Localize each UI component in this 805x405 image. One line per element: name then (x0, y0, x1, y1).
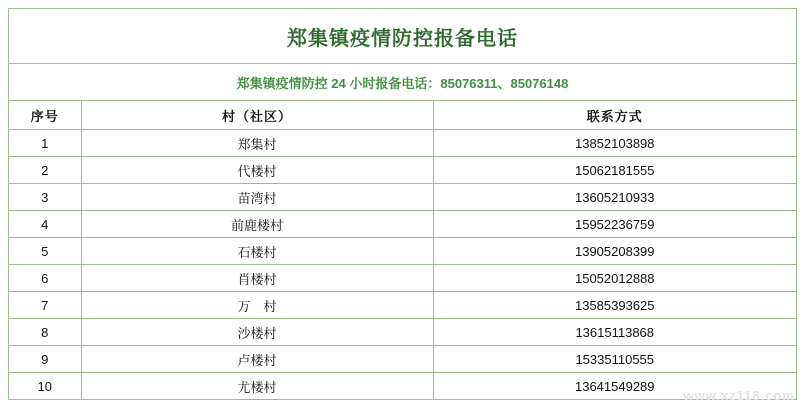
watermark: www.xz118.com (683, 388, 795, 403)
cell-index: 3 (9, 184, 81, 211)
cell-phone: 13605210933 (433, 184, 796, 211)
notice-table (8, 8, 797, 400)
cell-village: 代楼村 (81, 157, 433, 184)
hotline-subtitle: 郑集镇疫情防控 24 小时报备电话：85076311、85076148 (236, 75, 569, 91)
cell-village: 苗湾村 (81, 184, 433, 211)
table-row (9, 157, 796, 184)
table-row (9, 211, 796, 238)
subtitle-row (9, 64, 796, 101)
contact-table (9, 101, 796, 400)
table-header-row (9, 101, 796, 130)
column-header-index: 序号 (9, 101, 81, 130)
column-header-phone: 联系方式 (433, 101, 796, 130)
cell-village: 石楼村 (81, 238, 433, 265)
cell-phone: 13585393625 (433, 292, 796, 319)
cell-index: 10 (9, 373, 81, 400)
cell-phone: 15052012888 (433, 265, 796, 292)
table-row (9, 265, 796, 292)
column-header-village: 村（社区） (81, 101, 433, 130)
cell-phone: 13852103898 (433, 130, 796, 157)
cell-index: 8 (9, 319, 81, 346)
title-row (9, 9, 796, 64)
table-row (9, 184, 796, 211)
cell-index: 4 (9, 211, 81, 238)
cell-index: 6 (9, 265, 81, 292)
cell-phone: 13641549289 (433, 373, 796, 400)
cell-village: 前鹿楼村 (81, 211, 433, 238)
cell-phone: 13905208399 (433, 238, 796, 265)
cell-village: 尤楼村 (81, 373, 433, 400)
cell-village: 卢楼村 (81, 346, 433, 373)
table-row (9, 346, 796, 373)
cell-index: 1 (9, 130, 81, 157)
cell-village: 郑集村 (81, 130, 433, 157)
cell-village: 沙楼村 (81, 319, 433, 346)
cell-village: 肖楼村 (81, 265, 433, 292)
cell-index: 2 (9, 157, 81, 184)
cell-phone: 15335110555 (433, 346, 796, 373)
cell-index: 5 (9, 238, 81, 265)
cell-index: 7 (9, 292, 81, 319)
cell-phone: 13615113868 (433, 319, 796, 346)
cell-phone: 15062181555 (433, 157, 796, 184)
table-row (9, 292, 796, 319)
table-row (9, 319, 796, 346)
cell-village: 万 村 (81, 292, 433, 319)
table-row (9, 373, 796, 400)
cell-phone: 15952236759 (433, 211, 796, 238)
page-title: 郑集镇疫情防控报备电话 (287, 27, 518, 50)
cell-index: 9 (9, 346, 81, 373)
table-row (9, 130, 796, 157)
table-row (9, 238, 796, 265)
